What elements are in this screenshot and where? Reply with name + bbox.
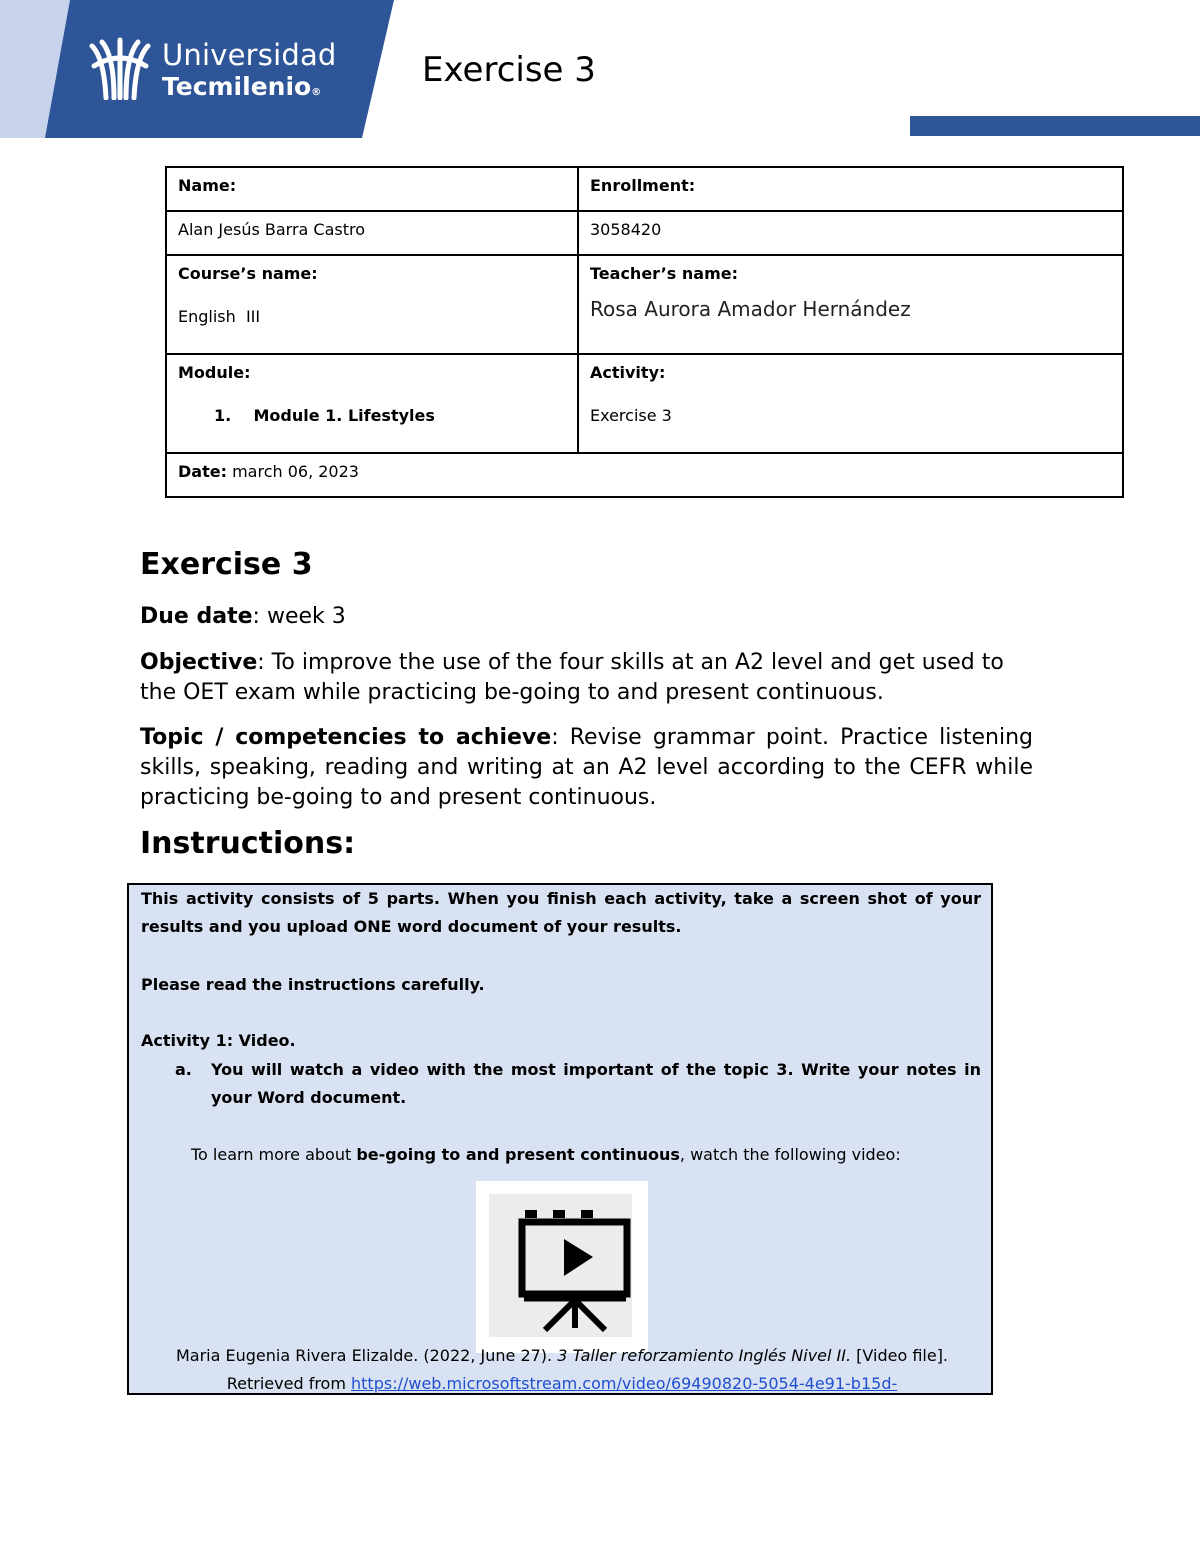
activity-value: Exercise 3 [590,406,672,425]
video-link[interactable]: https://web.microsoftstream.com/video/69490820-5054-4e91-b15d- [351,1374,898,1393]
topic-value: : Revise grammar point. Practice listening skills, speaking, reading and writing at an A2 level according to the CEFR while practicing be-going to and present continuous. [140,725,1033,810]
objective-label: Objective [140,650,258,675]
learn-more-topic: be-going to and present continuous [356,1145,680,1164]
due-date-value: : week 3 [252,604,346,629]
learn-more-line [191,1141,981,1169]
name-label-cell [166,167,578,211]
learn-more-suffix: , watch the following video: [679,1145,901,1164]
teacher-value: Rosa Aurora Amador Hernández [590,297,911,321]
enrollment-label: Enrollment: [590,176,696,195]
citation-title: 3 Taller reforzamiento Inglés Nivel II. [557,1346,852,1365]
citation-retrieved: Retrieved from [226,1374,352,1393]
video-thumbnail[interactable] [476,1181,648,1353]
tecmilenio-logo-icon [88,36,152,100]
item-a-text: You will watch a video with the most important of the topic 3. Write your notes in your Word document. [211,1060,981,1107]
teacher-label: Teacher’s name: [590,264,739,283]
citation-type: [Video file]. [851,1346,949,1365]
page-title: Exercise 3 [422,50,596,90]
student-info-table [165,166,1124,498]
course-value: English III [178,307,261,326]
name-value: Alan Jesús Barra Castro [178,220,366,239]
topic-label: Topic / competencies to achieve [140,725,552,750]
module-value: 1. Module 1. Lifestyles [214,406,435,425]
presentation-video-icon [489,1194,632,1337]
name-label: Name: [178,176,237,195]
video-citation [129,1342,995,1398]
citation-author: Maria Eugenia Rivera Elizalde. (2022, June 27). [175,1346,558,1365]
objective-value: : To improve the use of the four skills at an A2 level and get used to the OET exam while practicing be-going to and present continuous. [140,650,1004,705]
registered-mark: ® [311,87,322,98]
module-label: Module: [178,363,251,382]
name-value-cell [166,211,578,255]
logo-text-tecmilenio: Tecmilenio® [162,72,322,101]
activity-1-item-a [175,1056,981,1112]
date-cell [166,453,1123,497]
header-accent-bar [910,116,1200,136]
course-label: Course’s name: [178,264,318,283]
module-cell [166,354,578,453]
exercise-heading: Exercise 3 [140,547,313,582]
enrollment-value-cell [578,211,1123,255]
objective-paragraph [140,648,1033,708]
due-date-label: Due date [140,604,253,629]
instructions-read-carefully: Please read the instructions carefully. [141,975,485,994]
activity-1-title: Activity 1: Video. [141,1031,296,1050]
topic-paragraph [140,723,1033,813]
date-value: march 06, 2023 [226,462,359,481]
instructions-box [127,883,993,1395]
instructions-heading: Instructions: [140,826,356,861]
enrollment-label-cell [578,167,1123,211]
activity-cell [578,354,1123,453]
date-label: Date: [178,462,227,481]
course-cell [166,255,578,354]
item-a-marker: a. [175,1060,192,1079]
activity-label: Activity: [590,363,666,382]
logo-text-universidad: Universidad [162,38,337,72]
teacher-cell [578,255,1123,354]
instructions-intro: This activity consists of 5 parts. When you finish each activity, take a screen shot of your results and you upload ONE word document of your results. [141,889,981,936]
learn-more-prefix: To learn more about [191,1145,357,1164]
due-date-paragraph [140,602,1033,632]
enrollment-value: 3058420 [590,220,662,239]
